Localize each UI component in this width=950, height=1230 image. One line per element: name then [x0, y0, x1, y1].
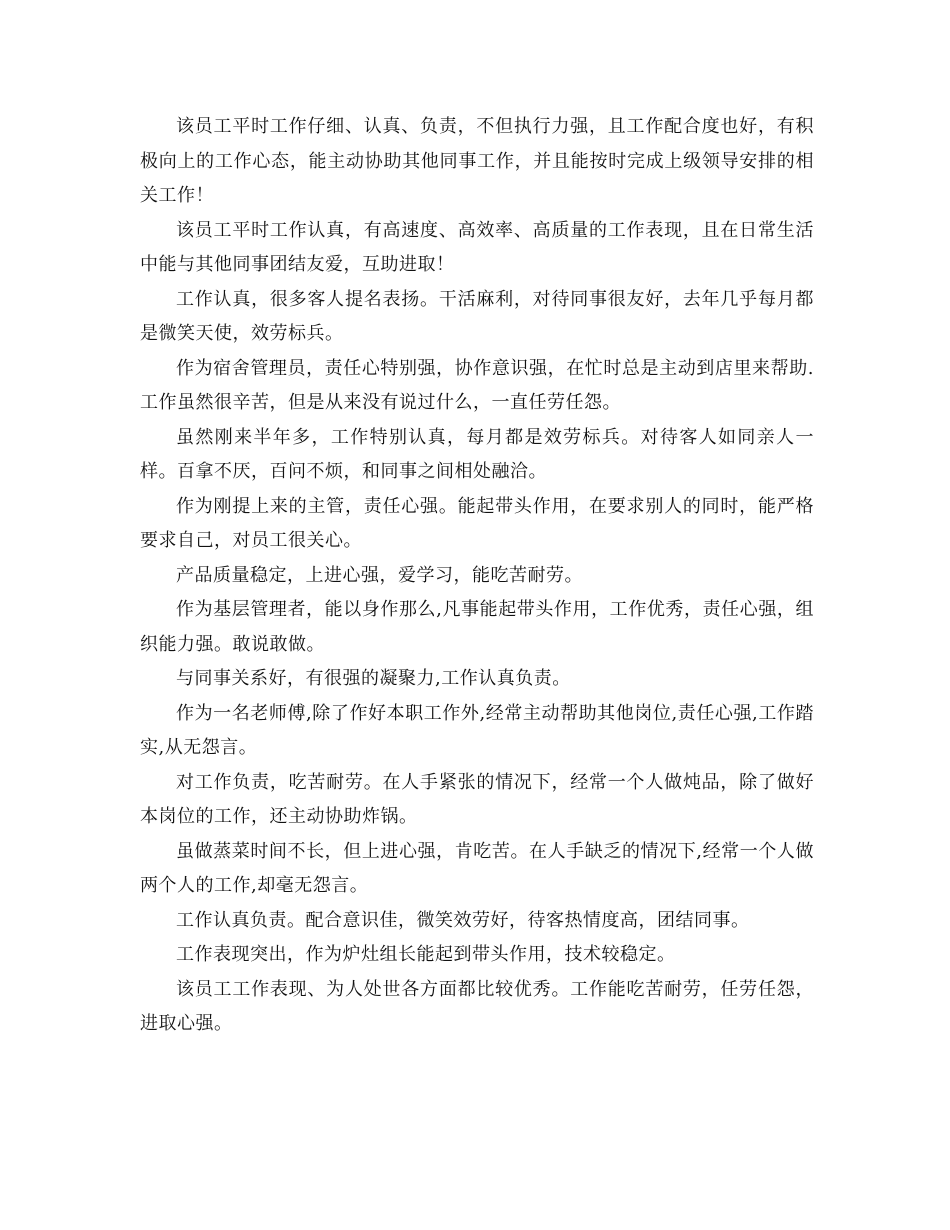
- paragraph-1: 该员工平时工作仔细、认真、负责，不但执行力强，且工作配合度也好，有积极向上的工作心态，能主动协助其他同事工作，并且能按时完成上级领导安排的相关工作！: [140, 116, 814, 206]
- paragraph-10: 作为一名老师傅,除了作好本职工作外,经常主动帮助其他岗位,责任心强,工作踏实,从无怨言。: [140, 702, 814, 758]
- paragraph-5: 虽然刚来半年多，工作特别认真，每月都是效劳标兵。对待客人如同亲人一样。百拿不厌，百问不烦，和同事之间相处融洽。: [140, 426, 814, 482]
- paragraph-4: 作为宿舍管理员，责任心特别强，协作意识强，在忙时总是主动到店里来帮助.工作虽然很辛苦，但是从来没有说过什么，一直任劳任怨。: [140, 357, 814, 413]
- paragraph-15: 该员工工作表现、为人处世各方面都比较优秀。工作能吃苦耐劳，任劳任怨，进取心强。: [140, 978, 814, 1034]
- paragraph-13: 工作认真负责。配合意识佳，微笑效劳好，待客热情度高，团结同事。: [176, 909, 750, 931]
- paragraph-12: 虽做蒸菜时间不长，但上进心强，肯吃苦。在人手缺乏的情况下,经常一个人做两个人的工作,却毫无怨言。: [140, 840, 814, 896]
- paragraph-2: 该员工平时工作认真，有高速度、高效率、高质量的工作表现，且在日常生活中能与其他同事团结友爱，互助进取！: [140, 219, 814, 275]
- paragraph-14: 工作表现突出，作为炉灶组长能起到带头作用，技术较稳定。: [176, 944, 676, 965]
- paragraph-9: 与同事关系好，有很强的凝聚力,工作认真负责。: [176, 668, 571, 689]
- paragraph-3: 工作认真，很多客人提名表扬。干活麻利，对待同事很友好，去年几乎每月都是微笑天使，效劳标兵。: [140, 288, 814, 344]
- paragraph-11: 对工作负责，吃苦耐劳。在人手紧张的情况下，经常一个人做炖品，除了做好本岗位的工作，还主动协助炸锅。: [140, 771, 814, 827]
- document-body: [140, 110, 814, 1042]
- paragraph-7: 产品质量稳定，上进心强，爱学习，能吃苦耐劳。: [176, 564, 583, 586]
- paragraph-8: 作为基层管理者，能以身作那么,凡事能起带头作用，工作优秀，责任心强，组织能力强。敢说敢做。: [140, 599, 814, 655]
- paragraph-6: 作为刚提上来的主管，责任心强。能起带头作用，在要求别人的同时，能严格要求自己，对员工很关心。: [140, 495, 814, 551]
